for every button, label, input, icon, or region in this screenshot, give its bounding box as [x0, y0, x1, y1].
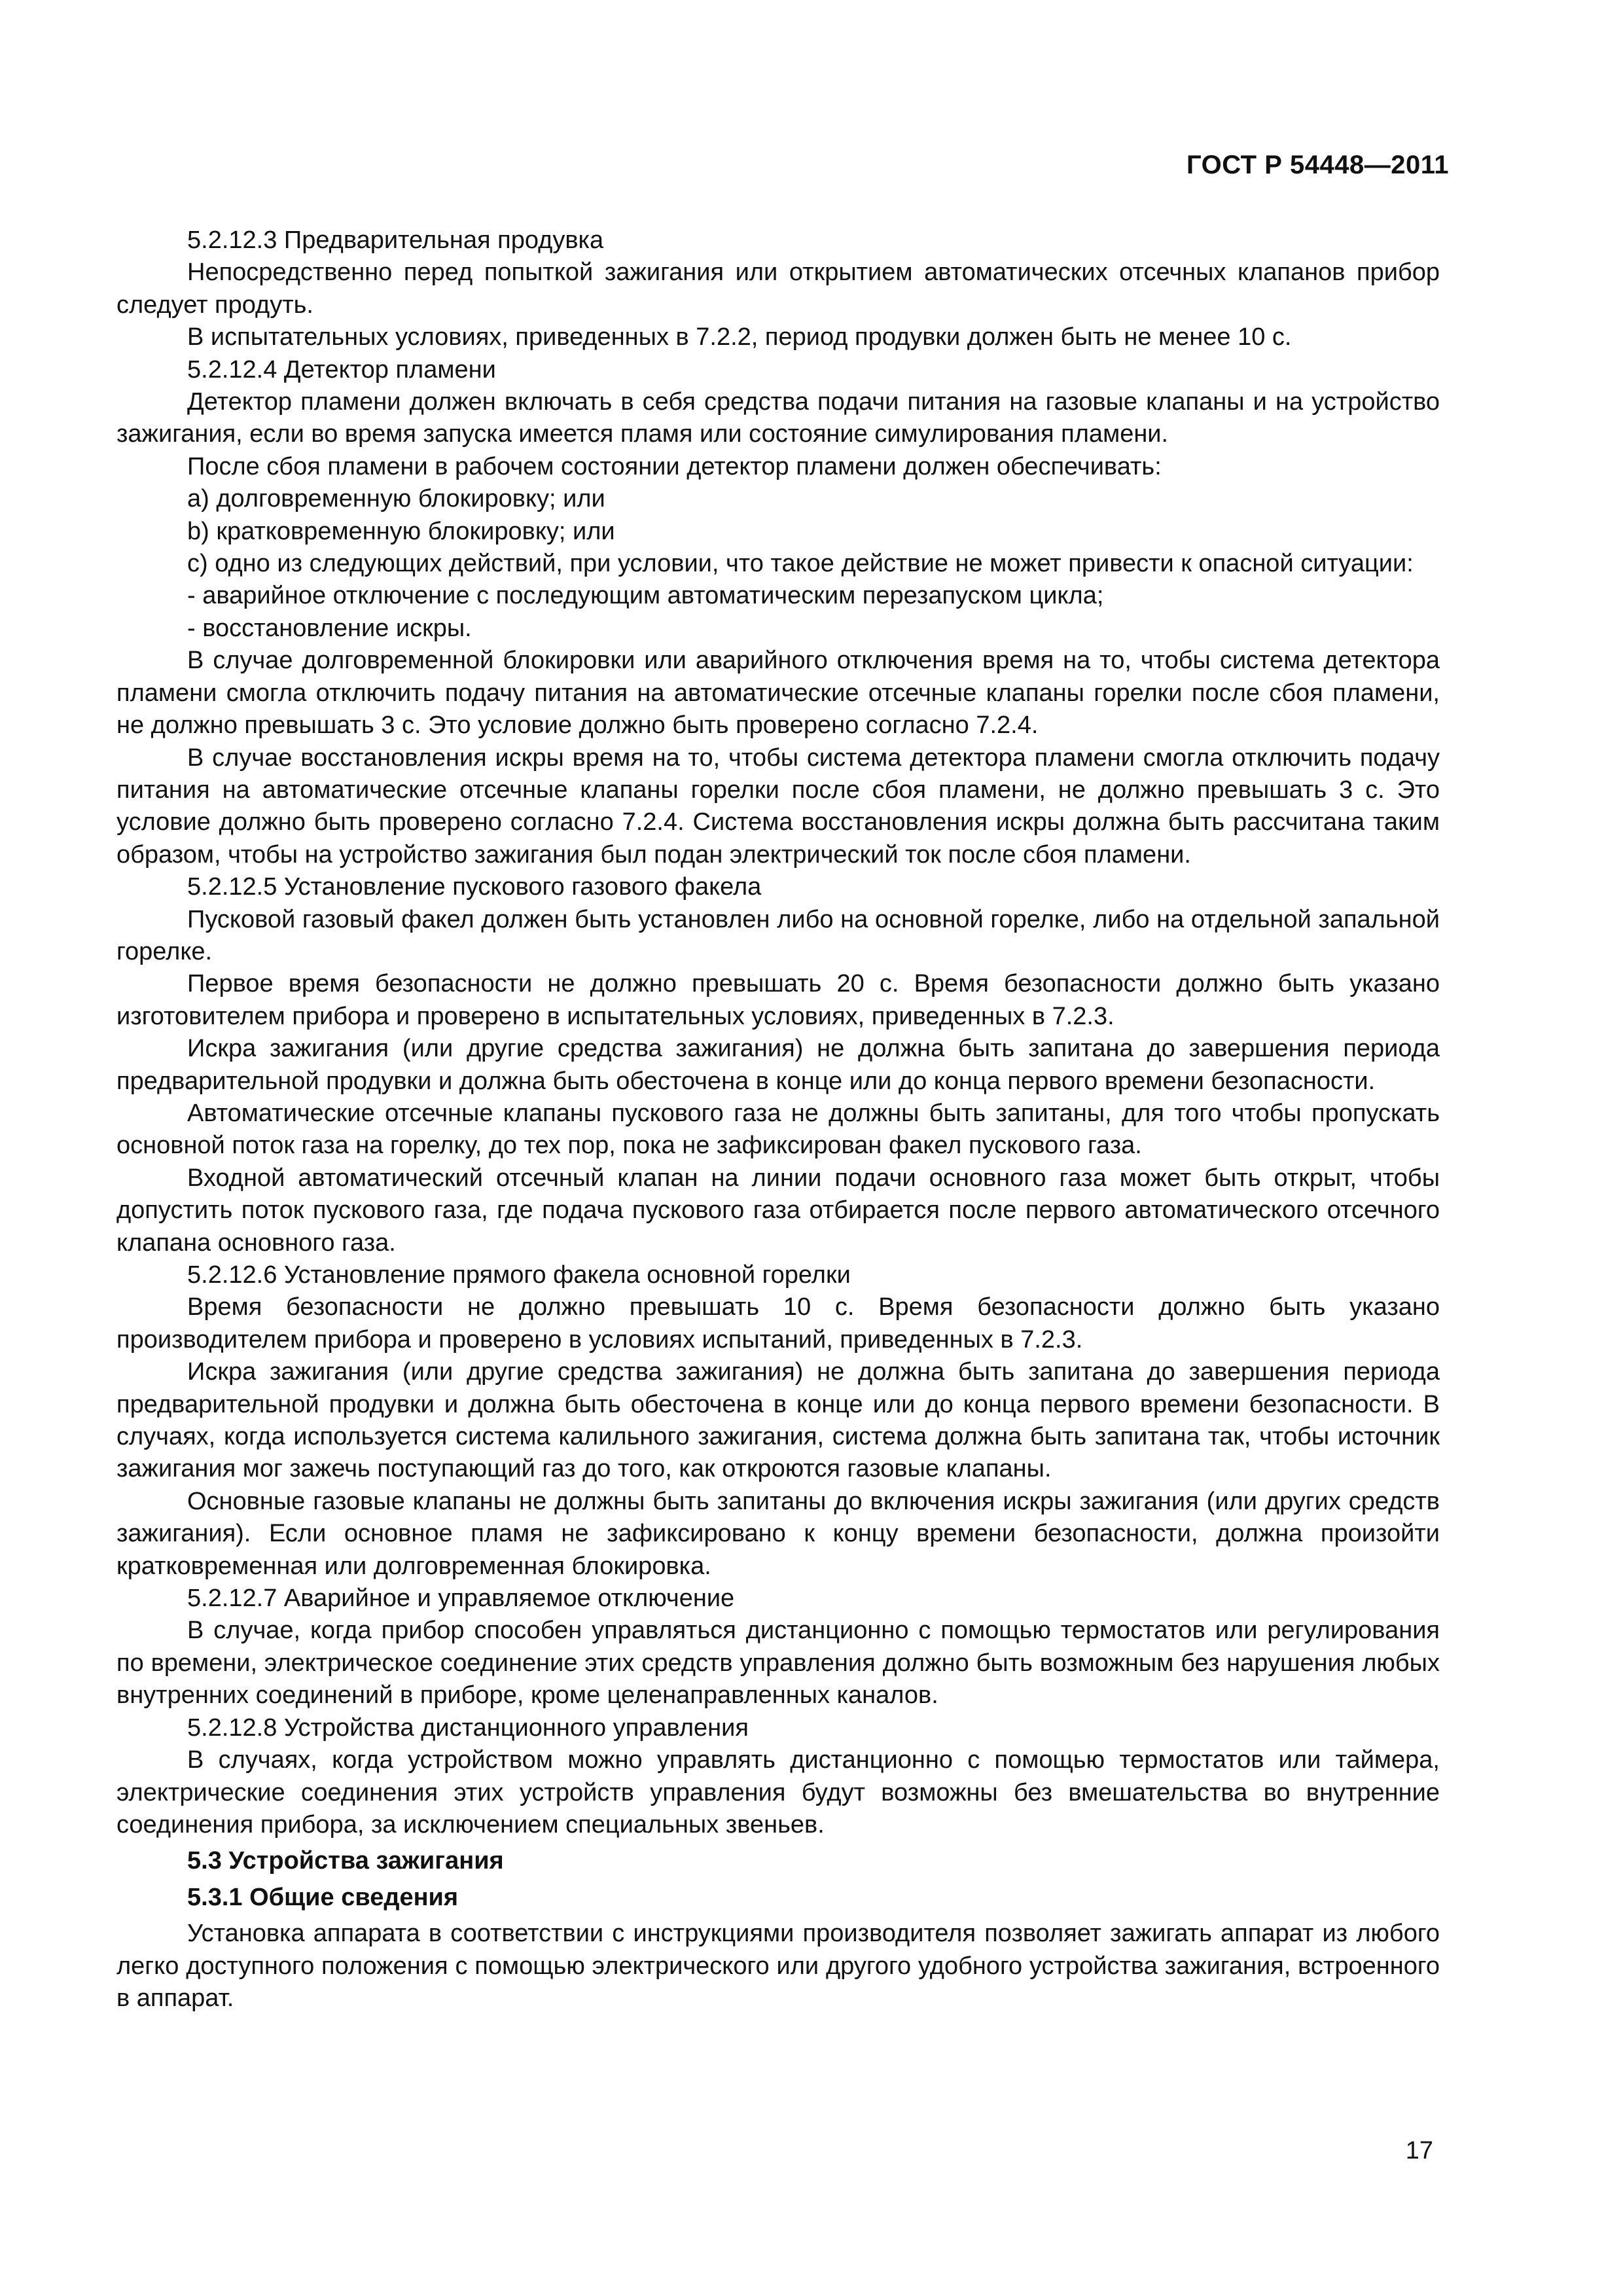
clause-title: 5.2.12.3 Предварительная продувка — [187, 226, 604, 254]
document-body — [116, 224, 1440, 2015]
paragraph: В случаях, когда устройством можно управлять дистанционно с помощью термостатов или таймера, электрические соединения этих устройств управления будут возможны без вмешательства во внутренние соединения прибора, за исключением специальных звеньев. — [116, 1746, 1440, 1839]
paragraph: Искра зажигания (или другие средства зажигания) не должна быть запитана до завершения периода предварительной продувки и должна быть обесточена в конце или до конца первого времени безопасности. В случаях, когда используется система калильного зажигания, система должна быть запитана так, чтобы источник зажигания мог зажечь поступающий газ до того, как откроются газовые клапаны. — [116, 1358, 1440, 1483]
clause-title: 5.2.12.8 Устройства дистанционного управления — [187, 1713, 749, 1742]
list-item: - восстановление искры. — [187, 614, 472, 642]
clause-title: 5.2.12.7 Аварийное и управляемое отключение — [187, 1585, 735, 1613]
clause-title: 5.2.12.5 Установление пускового газового факела — [187, 873, 762, 901]
paragraph: Основные газовые клапаны не должны быть запитаны до включения искры зажигания (или других средств зажигания). Если основное пламя не зафиксировано к концу времени безопасности, должна произойти кратковременная или долговременная блокировка. — [116, 1487, 1440, 1580]
paragraph: Автоматические отсечные клапаны пускового газа не должны быть запитаны, для того чтобы пропускать основной поток газа на горелку, до тех пор, пока не зафиксирован факел пускового газа. — [116, 1099, 1440, 1160]
section-heading: 5.3 Устройства зажигания — [187, 1847, 504, 1875]
paragraph: В случае, когда прибор способен управляться дистанционно с помощью термостатов или регулирования по времени, электрическое соединение этих средств управления должно быть возможным без нарушения любых внутренних соединений в приборе, кроме целенаправленных каналов. — [116, 1617, 1440, 1710]
paragraph: Искра зажигания (или другие средства зажигания) не должна быть запитана до завершения периода предварительной продувки и должна быть обесточена в конце или до конца первого времени безопасности. — [116, 1035, 1440, 1095]
list-item: b) кратковременную блокировку; или — [187, 517, 615, 545]
paragraph: В испытательных условиях, приведенных в 7.2.2, период продувки должен быть не менее 10 с. — [187, 323, 1292, 351]
paragraph: Время безопасности не должно превышать 10 с. Время безопасности должно быть указано производителем прибора и проверено в условиях испытаний, приведенных в 7.2.3. — [116, 1293, 1440, 1354]
clause-title: 5.2.12.4 Детектор пламени — [187, 355, 496, 384]
paragraph: Детектор пламени должен включать в себя средства подачи питания на газовые клапаны и на устройство зажигания, если во время запуска имеется пламя или состояние симулирования пламени. — [116, 388, 1440, 448]
list-item: a) долговременную блокировку; или — [187, 485, 605, 513]
paragraph: После сбоя пламени в рабочем состоянии детектор пламени должен обеспечивать: — [187, 452, 1162, 480]
list-item: c) одно из следующих действий, при условии, что такое действие не может привести к опасной ситуации: — [187, 550, 1414, 578]
paragraph: Первое время безопасности не должно превышать 20 с. Время безопасности должно быть указано изготовителем прибора и проверено в испытательных условиях, приведенных в 7.2.3. — [116, 970, 1440, 1030]
page-number: 17 — [1405, 2137, 1433, 2164]
paragraph: Непосредственно перед попыткой зажигания или открытием автоматических отсечных клапанов прибор следует продуть. — [116, 259, 1440, 319]
clause-title: 5.2.12.6 Установление прямого факела основной горелки — [187, 1261, 851, 1289]
paragraph: Пусковой газовый факел должен быть установлен либо на основной горелке, либо на отдельной запальной горелке. — [116, 905, 1440, 965]
paragraph: В случае восстановления искры время на то, чтобы система детектора пламени смогла отключить подачу питания на автоматические отсечные клапаны горелки после сбоя пламени, не должно превышать 3 с. Это условие должно быть проверено согласно 7.2.4. Система восстановления искры должна быть рассчитана таким образом, чтобы на устройство зажигания был подан электрический ток после сбоя пламени. — [116, 744, 1440, 869]
list-item: - аварийное отключение с последующим автоматическим перезапуском цикла; — [187, 582, 1104, 610]
paragraph: В случае долговременной блокировки или аварийного отключения время на то, чтобы система детектора пламени смогла отключить подачу питания на автоматические отсечные клапаны горелки после сбоя пламени, не должно превышать 3 с. Это условие должно быть проверено согласно 7.2.4. — [116, 647, 1440, 740]
paragraph: Установка аппарата в соответствии с инструкциями производителя позволяет зажигать аппарат из любого легко доступного положения с помощью электрического или другого удобного устройства зажигания, встроенного в аппарат. — [116, 1920, 1440, 2012]
subsection-heading: 5.3.1 Общие сведения — [187, 1883, 459, 1911]
document-header: ГОСТ Р 54448—2011 — [1186, 151, 1449, 179]
paragraph: Входной автоматический отсечный клапан на линии подачи основного газа может быть открыт, чтобы допустить поток пускового газа, где подача пускового газа отбирается после первого автоматического отсечного клапана основного газа. — [116, 1164, 1440, 1257]
